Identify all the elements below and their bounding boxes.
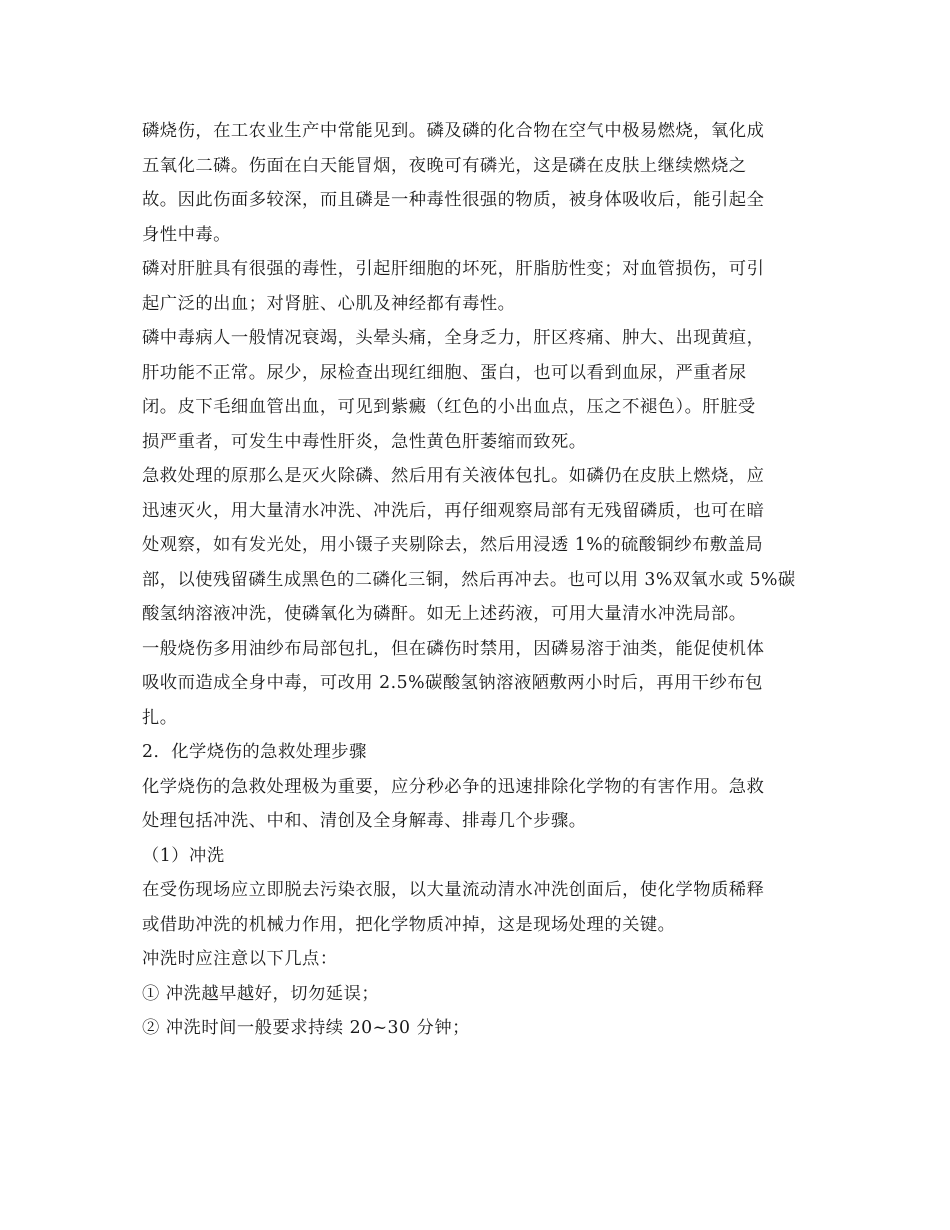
text-line: 扎。: [142, 707, 178, 728]
text-line: 化学烧伤的急救处理极为重要，应分秒必争的迅速排除化学物的有害作用。急救: [142, 776, 765, 797]
text-line: 在受伤现场应立即脱去污染衣服，以大量流动清水冲洗创面后，使化学物质稀释: [142, 880, 765, 900]
text-line: 处观察，如有发光处，用小镊子夹剔除去，然后用浸透 1%的硫酸铜纱布敷盖局: [142, 535, 764, 555]
text-line: 起广泛的出血；对肾脏、心肌及神经都有毒性。: [142, 293, 516, 314]
text-line: 一般烧伤多用油纱布局部包扎，但在磷伤时禁用，因磷易溶于油类，能促使机体: [142, 638, 765, 659]
section-heading: 2．化学烧伤的急救处理步骤: [142, 742, 367, 762]
text-line: 肝功能不正常。尿少，尿检查出现红细胞、蛋白，也可以看到血尿，严重者尿: [142, 362, 747, 383]
text-line: 身性中毒。: [142, 224, 231, 245]
text-line: 酸氢纳溶液冲洗，使磷氧化为磷酐。如无上述药液，可用大量清水冲洗局部。: [142, 604, 747, 624]
list-item: ② 冲洗时间一般要求持续 20~30 分钟；: [142, 1018, 470, 1038]
list-item: ① 冲洗越早越好，切勿延误；: [142, 983, 380, 1004]
text-line: 迅速灭火，用大量清水冲洗、冲洗后，再仔细观察局部有无残留磷质，也可在暗: [142, 500, 765, 521]
text-line: 或借助冲洗的机械力作用，把化学物质冲掉，这是现场处理的关键。: [142, 914, 676, 935]
text-line: 部，以使残留磷生成黑色的二磷化三铜，然后再冲去。也可以用 3%双氧水或 5%碳: [142, 569, 796, 590]
text-line: 磷中毒病人一般情况衰竭，头晕头痛，全身乏力，肝区疼痛、肿大、出现黄疸，: [142, 328, 765, 348]
text-line: 冲洗时应注意以下几点：: [142, 949, 338, 969]
text-line: 损严重者，可发生中毒性肝炎，急性黄色肝萎缩而致死。: [142, 431, 587, 452]
document-body: [142, 114, 807, 1046]
subsection-heading: （1）冲洗: [142, 845, 225, 866]
text-line: 磷对肝脏具有很强的毒性，引起肝细胞的坏死，肝脂肪性变；对血管损伤，可引: [142, 259, 765, 279]
text-line: 闭。皮下毛细血管出血，可见到紫癜（红色的小出血点，压之不褪色）。肝脏受: [142, 397, 756, 417]
text-line: 故。因此伤面多较深，而且磷是一种毒性很强的物质，被身体吸收后，能引起全: [142, 190, 765, 210]
text-line: 吸收而造成全身中毒，可改用 2.5%碳酸氢钠溶液陋敷两小时后，再用干纱布包: [142, 673, 763, 693]
text-line: 急救处理的原那么是灭火除磷、然后用有关液体包扎。如磷仍在皮肤上燃烧，应: [142, 466, 765, 486]
text-line: 五氧化二磷。伤面在白天能冒烟，夜晚可有磷光，这是磷在皮肤上继续燃烧之: [142, 155, 747, 176]
text-line: 处理包括冲洗、中和、清创及全身解毒、排毒几个步骤。: [142, 811, 587, 831]
text-line: 磷烧伤，在工农业生产中常能见到。磷及磷的化合物在空气中极易燃烧，氧化成: [142, 121, 765, 141]
